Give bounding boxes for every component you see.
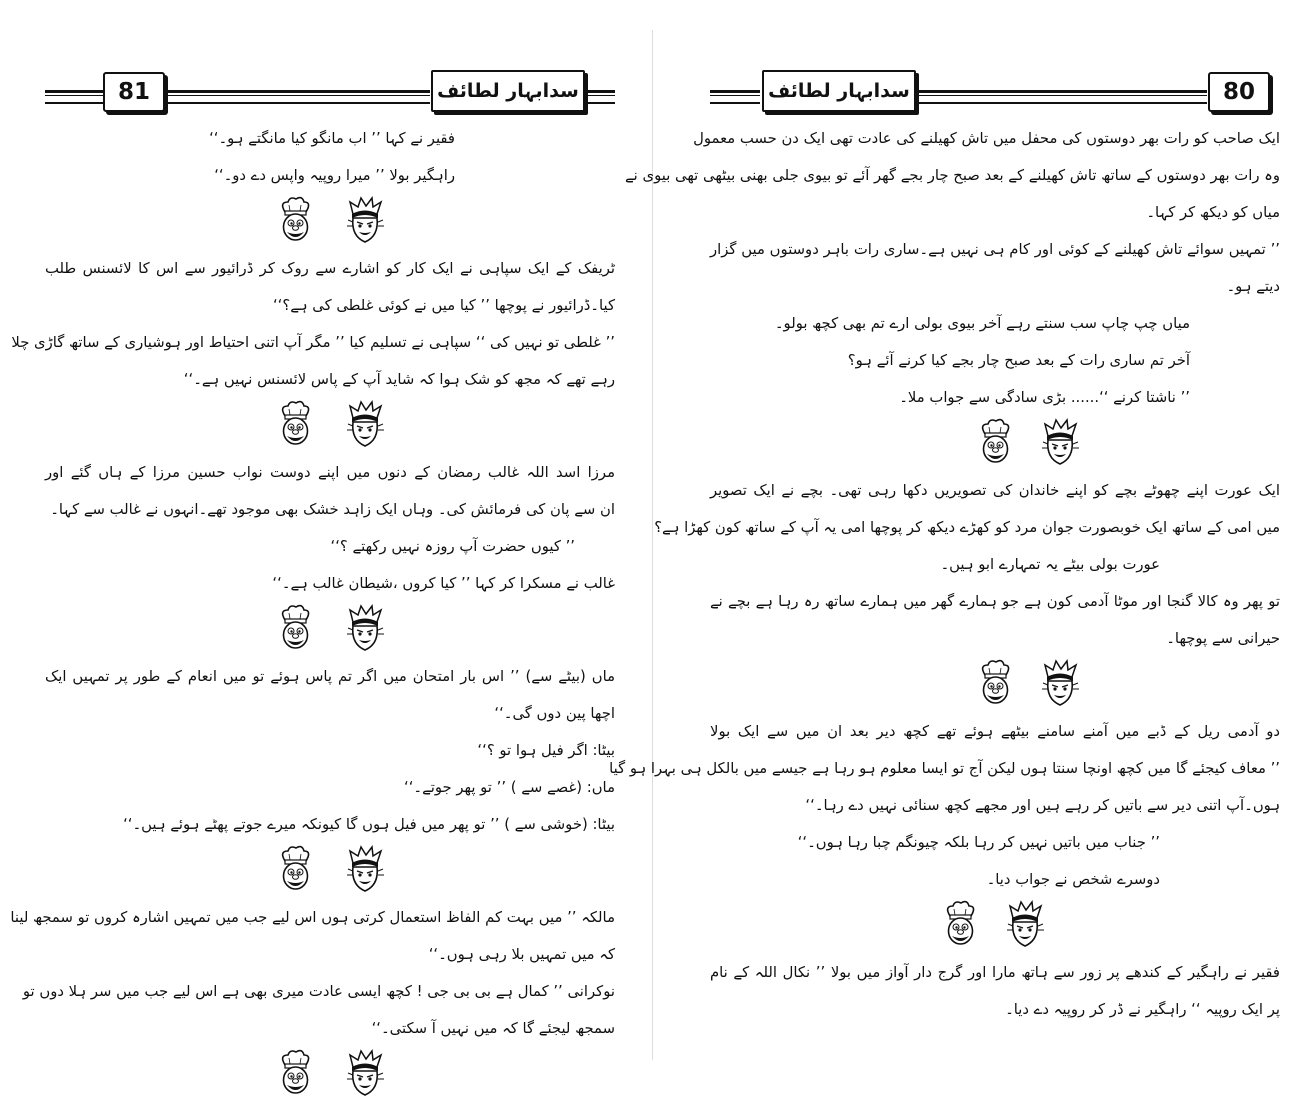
text-line: بیٹا: (خوشی سے ) ’’ تو پھر میں فیل ہوں گا کیونکہ میرے جوتے پھٹے ہوئے ہیں۔‘‘ xyxy=(123,816,615,833)
chef-cartoon-icon xyxy=(275,400,315,450)
text-line: ایک صاحب کو رات بھر دوستوں کی محفل میں تاش کھیلنے کی عادت تھی ایک دن حسب معمول xyxy=(693,130,1280,147)
text-line: ’’ ناشتا کرنے ‘‘...... بڑی سادگی سے جواب ملا۔ xyxy=(899,389,1190,406)
text-line: ان سے پان کی فرمائش کی۔ وہاں ایک زاہد خشک بھی موجود تھے۔انہوں نے غالب سے کہا۔ xyxy=(50,501,615,518)
text-line: دیتے ہو۔ xyxy=(1226,278,1280,295)
text-line: ٹریفک کے ایک سپاہی نے ایک کار کو اشارے سے روک کر ڈرائیور سے اس کا لائسنس طلب xyxy=(45,260,615,277)
text-line: اچھا پین دوں گی۔‘‘ xyxy=(494,705,615,722)
header-rule xyxy=(585,90,615,104)
page-header xyxy=(710,70,1280,114)
page-header xyxy=(45,70,615,114)
page-body xyxy=(10,120,615,1103)
text-line: فقیر نے کہا ’’ اب مانگو کیا مانگتے ہو۔‘‘ xyxy=(209,130,455,147)
text-line: ماں: (غصے سے ) ’’ تو پھر جوتے۔‘‘ xyxy=(404,779,615,796)
header-rule xyxy=(710,90,760,104)
running-title: سدابہار لطائف xyxy=(431,70,585,112)
joke-separator xyxy=(710,416,1280,472)
page-body xyxy=(609,120,1280,1028)
text-line: فقیر نے راہگیر کے کندھے پر زور سے ہاتھ مارا اور گرج دار آواز میں بولا ’’ نکال اللہ کے نام xyxy=(710,964,1280,981)
text-line: بیٹا: اگر فیل ہوا تو ؟‘‘ xyxy=(477,742,615,759)
chef-cartoon-icon xyxy=(275,604,315,654)
text-line: تو پھر وہ کالا گنجا اور موٹا آدمی کون ہے جو ہمارے گھر میں ہمارے ساتھ رہ رہا ہے بچے نے xyxy=(710,593,1280,610)
bandit-cartoon-icon xyxy=(345,196,385,246)
text-line: ’’ معاف کیجئے گا میں کچھ اونچا سنتا ہوں لیکن آج تو ایسا معلوم ہو رہا ہے جیسے میں بالکل ہی بہرا ہو گیا xyxy=(609,760,1280,777)
joke-separator xyxy=(710,657,1280,713)
text-line: ’’ تمہیں سوائے تاش کھیلنے کے کوئی اور کام ہی نہیں ہے۔ساری رات باہر دوستوں میں گزار xyxy=(710,241,1280,258)
joke-separator xyxy=(45,843,615,899)
bandit-cartoon-icon xyxy=(1040,659,1080,709)
text-line: ’’ جناب میں باتیں نہیں کر رہا بلکہ چیونگم چبا رہا ہوں۔‘‘ xyxy=(797,834,1160,851)
text-line: مالکہ ’’ میں بہت کم الفاظ استعمال کرتی ہوں اس لیے جب میں تمہیں اشارہ کروں تو سمجھ لینا xyxy=(10,909,615,926)
text-line: کیا۔ڈرائیور نے پوچھا ’’ کیا میں نے کوئی غلطی کی ہے؟‘‘ xyxy=(272,297,615,314)
header-rule xyxy=(915,90,1207,104)
bandit-cartoon-icon xyxy=(345,1049,385,1099)
text-line: رہے تھے کہ مجھ کو شک ہوا کہ شاید آپ کے پاس لائسنس نہیں ہے۔‘‘ xyxy=(183,371,615,388)
bandit-cartoon-icon xyxy=(1040,418,1080,468)
text-line: ہوں۔آپ اتنی دیر سے باتیں کر رہے ہیں اور مجھے کچھ سنائی نہیں دے رہا۔‘‘ xyxy=(805,797,1280,814)
text-line: ’’ غلطی تو نہیں کی ‘‘ سپاہی نے تسلیم کیا ’’ مگر آپ اتنی احتیاط اور ہوشیاری کے ساتھ گاڑی چلا xyxy=(11,334,615,351)
running-title: سدابہار لطائف xyxy=(762,70,916,112)
text-line: دو آدمی ریل کے ڈبے میں آمنے سامنے بیٹھے ہوئے تھے کچھ دیر بعد ان میں سے ایک بولا xyxy=(710,723,1280,740)
text-line: پر ایک روپیہ ‘‘ راہگیر نے ڈر کر روپیہ دے دیا۔ xyxy=(1005,1001,1280,1018)
chef-cartoon-icon xyxy=(275,845,315,895)
header-rule xyxy=(165,90,430,104)
text-line: آخر تم ساری رات کے بعد صبح چار بجے کیا کرنے آئے ہو؟ xyxy=(847,352,1190,369)
text-line: حیرانی سے پوچھا۔ xyxy=(1166,630,1280,647)
text-line: میں امی کے ساتھ ایک خوبصورت جوان مرد کو کھڑے دیکھ کر پوچھا امی یہ آپ کے ساتھ کون کھڑا ہے؟ xyxy=(654,519,1280,536)
chef-cartoon-icon xyxy=(275,196,315,246)
text-line: سمجھ لیجئے گا کہ میں نہیں آ سکتی۔‘‘ xyxy=(371,1020,615,1037)
joke-separator xyxy=(45,1047,615,1103)
chef-cartoon-icon xyxy=(975,418,1015,468)
text-line: میاں کو دیکھ کر کہا۔ xyxy=(1146,204,1280,221)
text-line: غالب نے مسکرا کر کہا ’’ کیا کروں ،شیطان غالب ہے۔‘‘ xyxy=(272,575,615,592)
text-line: دوسرے شخص نے جواب دیا۔ xyxy=(986,871,1160,888)
text-line: نوکرانی ’’ کمال ہے بی بی جی ! کچھ ایسی عادت میری بھی ہے اس لیے جب میں سر ہلا دوں تو xyxy=(22,983,615,1000)
joke-separator xyxy=(710,898,1280,954)
text-line: ماں (بیٹے سے) ’’ اس بار امتحان میں اگر تم پاس ہوئے تو میں انعام کے طور پر تمہیں ایک xyxy=(45,668,615,685)
text-line: عورت بولی بیٹے یہ تمہارے ابو ہیں۔ xyxy=(940,556,1160,573)
text-line: کہ میں تمہیں بلا رہی ہوں۔‘‘ xyxy=(428,946,615,963)
text-line: ’’ کیوں حضرت آپ روزہ نہیں رکھتے ؟‘‘ xyxy=(330,538,575,555)
joke-separator xyxy=(45,602,615,658)
page-number: 81 xyxy=(103,72,165,112)
text-line: میاں چپ چاپ سب سنتے رہے آخر بیوی بولی ارے تم بھی کچھ بولو۔ xyxy=(774,315,1190,332)
page-number: 80 xyxy=(1208,72,1270,112)
joke-separator xyxy=(45,398,615,454)
right-page xyxy=(609,0,1313,1080)
text-line: مرزا اسد اللہ غالب رمضان کے دنوں میں اپنے دوست نواب حسین مرزا کے ہاں گئے اور xyxy=(45,464,615,481)
bandit-cartoon-icon xyxy=(345,400,385,450)
text-line: وہ رات بھر دوستوں کے ساتھ تاش کھیلنے کے بعد صبح چار بجے گھر آئے تو بیوی جلی بھنی بیٹھی تھی بیوی نے xyxy=(625,167,1280,184)
header-rule xyxy=(45,90,105,104)
bandit-cartoon-icon xyxy=(345,604,385,654)
chef-cartoon-icon xyxy=(975,659,1015,709)
joke-separator xyxy=(45,194,615,250)
chef-cartoon-icon xyxy=(940,900,980,950)
text-line: راہگیر بولا ’’ میرا روپیہ واپس دے دو۔‘‘ xyxy=(214,167,455,184)
chef-cartoon-icon xyxy=(275,1049,315,1099)
text-line: ایک عورت اپنے چھوٹے بچے کو اپنے خاندان کی تصویریں دکھا رہی تھی۔ بچے نے ایک تصویر xyxy=(710,482,1280,499)
left-page xyxy=(0,0,648,1080)
bandit-cartoon-icon xyxy=(1005,900,1045,950)
bandit-cartoon-icon xyxy=(345,845,385,895)
